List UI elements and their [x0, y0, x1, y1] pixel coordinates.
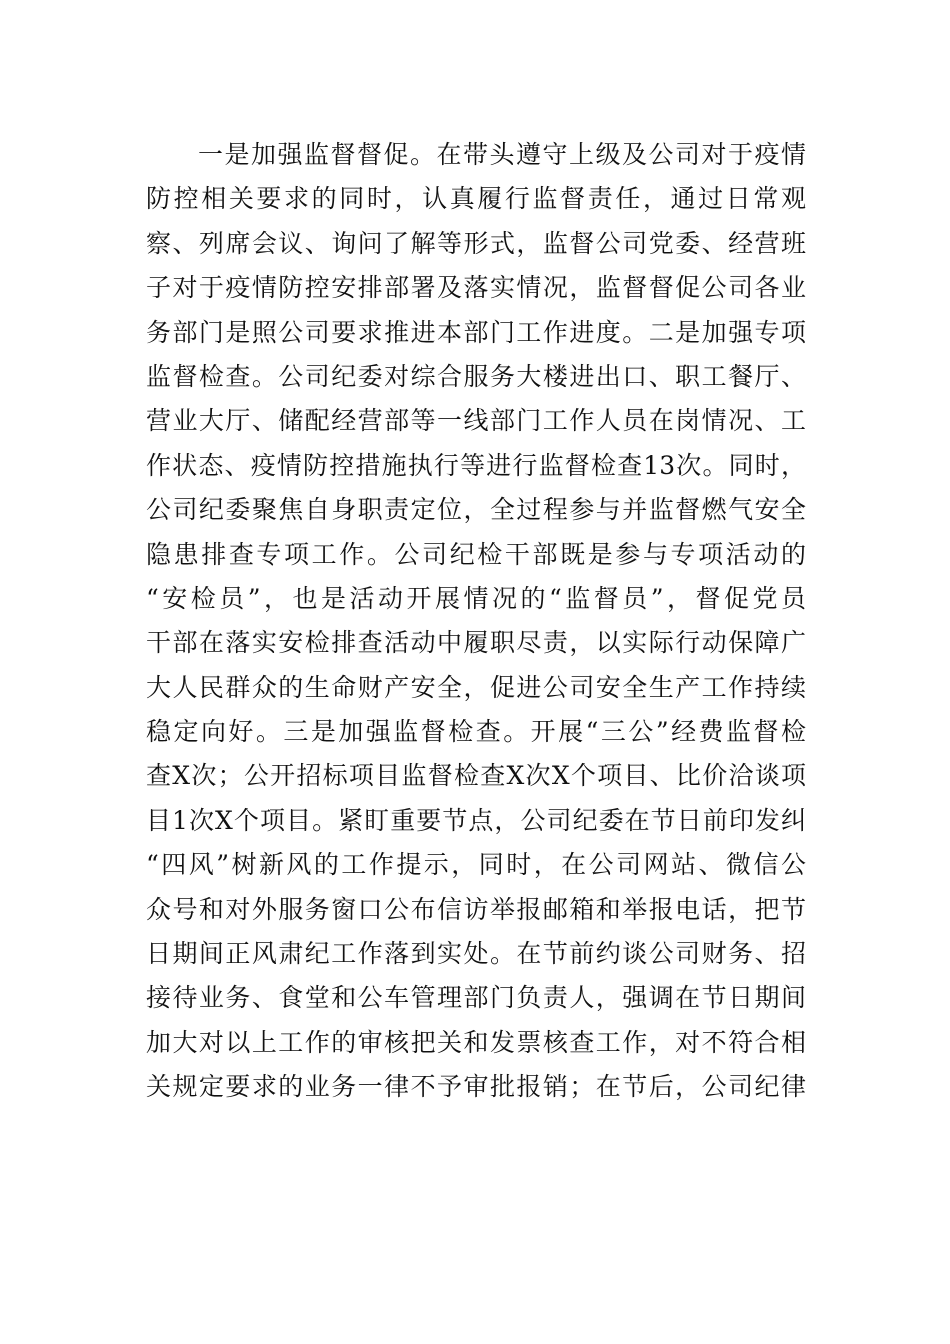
text-line: 加大对以上工作的审核把关和发票核查工作，对不符合相	[146, 1027, 806, 1057]
text-line: 察、列席会议、询问了解等形式，监督公司党委、经营班	[146, 228, 806, 258]
text-line: 接待业务、食堂和公车管理部门负责人，强调在节日期间	[146, 983, 806, 1013]
body-paragraph	[146, 133, 806, 1110]
text-line: 作状态、疫情防控措施执行等进行监督检查13次。同时，	[146, 450, 806, 480]
text-line: 稳定向好。三是加强监督检查。开展“三公”经费监督检	[146, 717, 806, 747]
text-line: 一是加强监督督促。在带头遵守上级及公司对于疫情	[198, 140, 806, 169]
text-line: 目1次X个项目。紧盯重要节点，公司纪委在节日前印发纠	[146, 805, 806, 835]
text-line: “安检员”，也是活动开展情况的“监督员”，督促党员	[146, 583, 806, 613]
text-line: “四风”树新风的工作提示，同时，在公司网站、微信公	[146, 850, 806, 880]
text-line: 关规定要求的业务一律不予审批报销；在节后，公司纪律	[146, 1072, 806, 1102]
text-line: 营业大厅、储配经营部等一线部门工作人员在岗情况、工	[146, 406, 806, 436]
text-line: 日期间正风肃纪工作落到实处。在节前约谈公司财务、招	[146, 939, 806, 969]
text-line: 查X次；公开招标项目监督检查X次X个项目、比价洽谈项	[146, 761, 806, 791]
text-line: 子对于疫情防控安排部署及落实情况，监督督促公司各业	[146, 273, 806, 303]
text-line: 隐患排查专项工作。公司纪检干部既是参与专项活动的	[146, 539, 806, 569]
text-line: 干部在落实安检排查活动中履职尽责，以实际行动保障广	[146, 628, 806, 658]
text-line: 大人民群众的生命财产安全，促进公司安全生产工作持续	[146, 672, 806, 702]
text-line: 众号和对外服务窗口公布信访举报邮箱和举报电话，把节	[146, 894, 806, 924]
text-line: 防控相关要求的同时，认真履行监督责任，通过日常观	[146, 184, 806, 214]
text-line: 务部门是照公司要求推进本部门工作进度。二是加强专项	[146, 317, 806, 347]
text-line: 公司纪委聚焦自身职责定位，全过程参与并监督燃气安全	[146, 495, 806, 525]
text-line: 监督检查。公司纪委对综合服务大楼进出口、职工餐厅、	[146, 361, 806, 391]
